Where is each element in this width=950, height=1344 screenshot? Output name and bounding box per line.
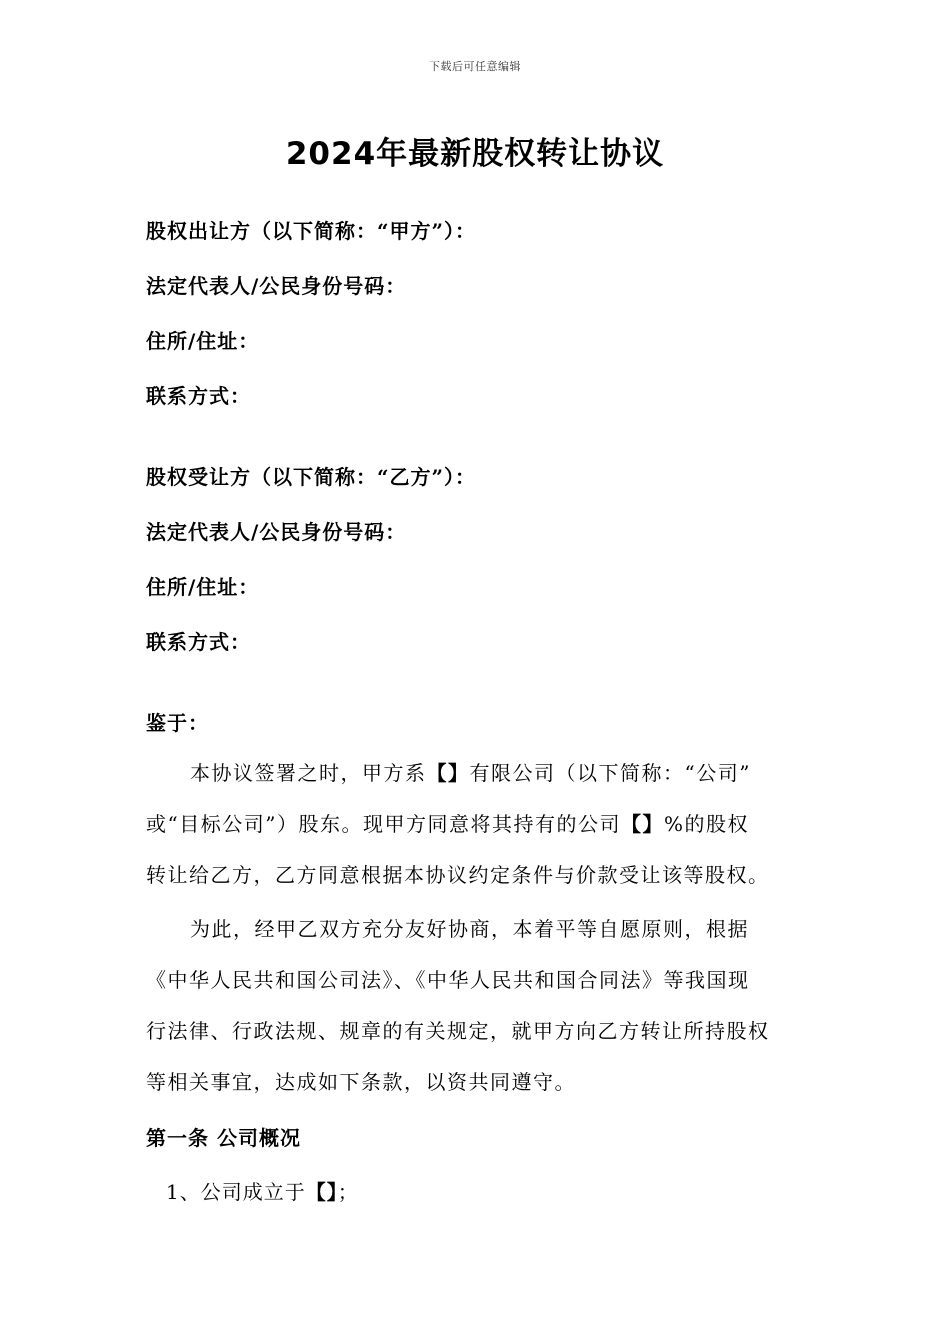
article-1-item-1: 1、公司成立于【】； [166,1180,359,1204]
whereas-p1-line-3: 转让给乙方，乙方同意根据本协议约定条件与价款受让该等股权。 [146,863,770,887]
party-b-contact: 联系方式： [146,630,251,654]
whereas-paragraph-1 [146,748,798,901]
whereas-p2-line-3: 行法律、行政法规、规章的有关规定，就甲方向乙方转让所持股权 [146,1019,770,1043]
party-a-address: 住所/住址： [146,329,260,353]
whereas-p2-line-2: 《中华人民共和国公司法》、《中华人民共和国合同法》等我国现 [146,968,750,992]
party-a-contact: 联系方式： [146,384,251,408]
party-b-rep: 法定代表人/公民身份号码： [146,520,407,544]
party-a-heading: 股权出让方（以下简称：“甲方”）： [146,219,477,243]
document-title: 2024年最新股权转让协议 [285,136,665,172]
whereas-p1-line-2: 或“目标公司”）股东。现甲方同意将其持有的公司【】%的股权 [146,812,749,836]
party-b-heading: 股权受让方（以下简称：“乙方”）： [146,465,477,489]
whereas-heading: 鉴于： [146,711,209,735]
whereas-p2-line-1: 为此，经甲乙双方充分友好协商，本着平等自愿原则，根据 [190,917,749,941]
whereas-p1-line-1: 本协议签署之时，甲方系【】有限公司（以下简称：“公司” [190,761,751,785]
party-b-address: 住所/住址： [146,575,260,599]
party-a-rep: 法定代表人/公民身份号码： [146,274,407,298]
article-1-heading: 第一条 公司概况 [146,1126,301,1150]
whereas-p2-line-4: 等相关事宜，达成如下条款，以资共同遵守。 [146,1070,576,1094]
whereas-paragraph-2 [146,904,798,1108]
header-note: 下载后可任意编辑 [429,60,521,73]
